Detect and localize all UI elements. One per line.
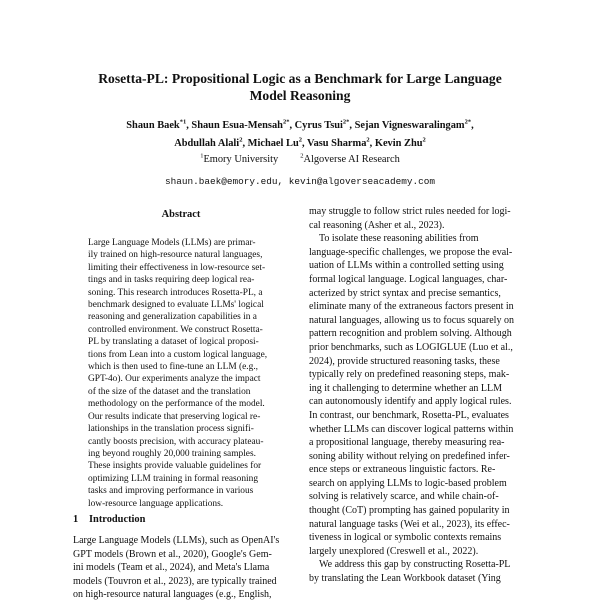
text-line: formal logical language. Logical languages, char- <box>309 273 508 285</box>
abstract-line: optimizing LLM training in formal reasoning <box>88 473 259 484</box>
abstract-line: ily trained on high-resource natural languages, <box>88 250 263 261</box>
author <box>375 138 426 149</box>
text-line: acterized by strict syntax and precise semantics, <box>309 287 501 299</box>
author <box>248 138 302 149</box>
author-affiliation-mark: 2 <box>239 136 243 144</box>
author-name: Vasu Sharma <box>307 138 367 149</box>
abstract-line: These insights provide valuable guidelines for <box>88 461 262 472</box>
text-line: largely unexplored (Creswell et al., 2022). <box>309 545 479 557</box>
text-line: Large Language Models (LLMs), such as OpenAI's <box>73 535 280 546</box>
author-affiliation-mark: *1 <box>179 118 187 126</box>
abstract-line: low-resource language applications. <box>88 498 224 509</box>
text-line: on high-resource natural languages (e.g., English, <box>73 589 272 601</box>
author-affiliation-mark: 2* <box>342 118 350 126</box>
section-number: 1 <box>73 514 79 525</box>
text-line: pattern recognition and problem solving. Although <box>309 328 512 340</box>
abstract-line: ing beyond roughly 20,000 training samples. <box>88 448 256 459</box>
introduction-body <box>73 534 291 602</box>
author <box>307 138 370 149</box>
paper-title <box>0 70 600 104</box>
abstract-line: benchmark designed to evaluate LLMs' logical <box>88 300 264 311</box>
author <box>295 120 350 131</box>
text-line: prior benchmarks, such as LOGIGLUE (Luo et al., <box>309 341 513 353</box>
text-line: ence steps or extraneous linguistic factors. Re- <box>309 464 496 476</box>
text-line: cal reasoning (Asher et al., 2023). <box>309 219 445 231</box>
author-emails: shaun.baek@emory.edu, kevin@algoverseacademy.com <box>164 176 436 187</box>
abstract-line: soning. This research introduces Rosetta-PL, a <box>88 287 263 298</box>
text-line: GPT models (Brown et al., 2020), Google's Gem- <box>73 548 272 560</box>
affiliations <box>0 153 600 166</box>
author-name: Kevin Zhu <box>374 138 423 149</box>
text-line: eliminate many of the extraneous factors present in <box>309 301 514 313</box>
text-line: natural language tasks (Wei et al., 2023), its effec- <box>309 518 510 530</box>
author-name: Cyrus Tsui <box>294 120 343 131</box>
affiliation-name: Emory University <box>203 154 279 165</box>
author-affiliation-mark: 2 <box>298 136 302 144</box>
text-line: 2024), provide structured reasoning tasks, these <box>309 355 500 367</box>
abstract-line: limiting their effectiveness in low-resource set- <box>88 262 266 273</box>
text-line: a propositional language, thereby measuring rea- <box>309 437 505 449</box>
abstract-line: which is then used to fine-tune an LLM (e.g., <box>88 362 259 373</box>
abstract-line: controlled environment. We construct Rosetta- <box>88 324 263 335</box>
abstract-line: of the size of the dataset and the translation <box>88 386 251 397</box>
author-name: Shaun Esua-Mensah <box>191 120 283 131</box>
author-name: Sejan Vigneswaralingam <box>354 120 465 131</box>
author-name: Abdullah Alali <box>174 138 240 149</box>
author-line-1: Shaun Baek$^{*1}$, Shaun Esua-Mensah$^{2*}$, Cyrus Tsui$^{2*}$, Sejan Vigneswaralingam$^{2*}$, <box>126 118 474 131</box>
text-line: In contrast, our benchmark, Rosetta-PL, evaluates <box>309 409 509 421</box>
text-line: thought (CoT) prompting has gained popularity in <box>309 505 510 517</box>
text-line: by translating the Lean Workbook dataset (Ying <box>309 573 501 585</box>
right-column-body <box>309 205 529 586</box>
author-affiliation-mark: 2* <box>464 118 472 126</box>
abstract-line: tings and in tasks requiring deep logical rea- <box>88 275 255 286</box>
abstract-line: Large Language Models (LLMs) are primar- <box>88 238 256 248</box>
text-line: soning ability without relying on predefined infer- <box>309 450 510 462</box>
author-name: Shaun Baek <box>126 120 180 131</box>
author <box>174 138 242 149</box>
author-line-2: Abdullah Alali$^2$, Michael Lu$^2$, Vasu Sharma$^2$, Kevin Zhu$^2$ <box>174 136 426 149</box>
abstract-line: GPT-4o). Our experiments analyze the impact <box>88 374 261 385</box>
title-line: Model Reasoning <box>249 88 351 103</box>
abstract-line: tasks and improving performance in various <box>88 486 254 497</box>
section-title: Introduction <box>89 514 146 525</box>
abstract-line: reasoning and generalization capabilities in a <box>88 312 257 323</box>
text-line: ing it challenging to determine whether an LLM <box>309 382 502 394</box>
author-affiliation-mark: 2 <box>366 136 370 144</box>
abstract-line: cantly boosts precision, with accuracy plateau- <box>88 436 264 447</box>
abstract-line: Our results indicate that preserving logical re- <box>88 411 261 422</box>
text-line: To isolate these reasoning abilities from <box>319 233 479 245</box>
affiliation <box>300 154 400 165</box>
abstract-line: lationships in the translation process signifi- <box>88 424 254 435</box>
author <box>355 120 471 131</box>
text-line: language-specific challenges, we propose the eval- <box>309 246 513 258</box>
author-list <box>0 117 600 153</box>
text-line: natural languages, allowing us to focus squarely on <box>309 314 514 326</box>
author-name: Michael Lu <box>247 138 299 149</box>
text-line: can autonomously identify and apply logical rules. <box>309 396 512 408</box>
text-line: whether LLMs can discover logical patterns within <box>309 423 514 435</box>
text-line: solving is relatively scarce, and while chain-of- <box>309 491 499 503</box>
author <box>126 120 186 131</box>
abstract-body <box>88 237 276 510</box>
abstract-line: methodology on the performance of the model. <box>88 399 265 410</box>
abstract-heading: Abstract <box>161 209 201 220</box>
text-line: models (Touvron et al., 2023), are typically trained <box>73 575 277 587</box>
text-line: tiveness in logical or symbolic contexts remains <box>309 532 502 544</box>
text-line: typically rely on predefined reasoning steps, mak- <box>309 369 510 381</box>
text-line: may struggle to follow strict rules needed for logi- <box>309 206 511 217</box>
text-line: search on applying LLMs to logic-based problem <box>309 477 507 489</box>
affiliation-name: Algoverse AI Research <box>303 154 400 165</box>
author-affiliation-mark: 2 <box>422 136 426 144</box>
affiliation-mark: 1 <box>200 152 204 160</box>
title-line: Rosetta-PL: Propositional Logic as a Benchmark for Large Language <box>98 71 502 86</box>
affiliation <box>200 154 278 165</box>
text-line: uation of LLMs within a controlled setting using <box>309 260 504 272</box>
text-line: We address this gap by constructing Rosetta-PL <box>319 559 511 571</box>
author <box>191 120 289 131</box>
text-line: ini models (Team et al., 2024), and Meta's Llama <box>73 562 270 574</box>
affiliation-mark: 2 <box>300 152 304 160</box>
abstract-line: PL by translating a dataset of logical proposi- <box>88 337 259 348</box>
abstract-line: tions from Lean into a custom logical language, <box>88 349 268 360</box>
section-heading-introduction <box>73 513 145 526</box>
author-affiliation-mark: 2* <box>282 118 290 126</box>
